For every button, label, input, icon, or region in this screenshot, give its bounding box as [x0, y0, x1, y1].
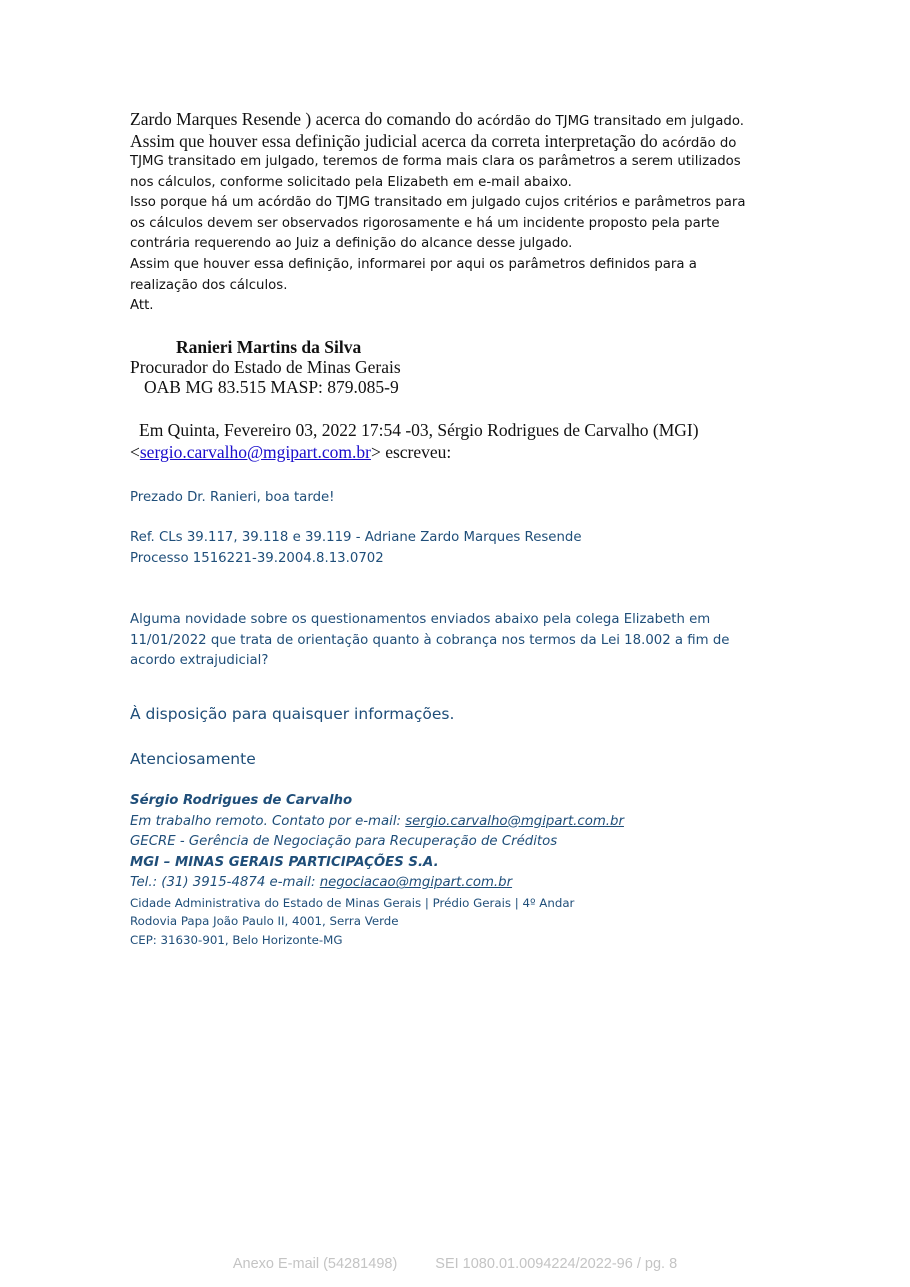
signature-name: Ranieri Martins da Silva — [176, 336, 362, 357]
question-line: acordo extrajudicial? — [130, 653, 269, 669]
paragraph-line: contrária requerendo ao Juiz a definição do alcance desse julgado. — [130, 236, 573, 252]
document-page — [130, 108, 790, 949]
reference-line: Ref. CLs 39.117, 39.118 e 39.119 - Adriane Zardo Marques Resende — [130, 530, 582, 546]
quote-header-date: Em Quinta, Fevereiro 03, 2022 17:54 -03, Sérgio Rodrigues de Carvalho (MGI) — [139, 419, 699, 440]
process-number: Processo 1516221-39.2004.8.13.0702 — [130, 551, 384, 567]
paragraph-line: Assim que houver essa definição, informarei por aqui os parâmetros definidos para a — [130, 256, 697, 272]
quoted-reference — [130, 528, 790, 569]
sender-department: GECRE - Gerência de Negociação para Recuperação de Créditos — [130, 834, 558, 850]
sender-email-signature-link[interactable]: sergio.carvalho@mgipart.com.br — [405, 813, 624, 829]
signature-role: Procurador do Estado de Minas Gerais — [130, 356, 401, 377]
paragraph-line: realização dos cálculos. — [130, 277, 288, 293]
author-signature — [130, 337, 790, 397]
quoted-closing: Atenciosamente — [130, 749, 256, 768]
reply-paragraph — [130, 152, 790, 317]
sender-company-text: MGI – MINAS GERAIS PARTICIPAÇÕES S.A. — [130, 854, 439, 870]
body-line-2-serif: Assim que houver essa definição judicial acerca da correta interpretação do — [130, 131, 663, 151]
footer-attachment-label: Anexo E-mail (54281498) — [232, 1256, 398, 1272]
address-line: Rodovia Papa João Paulo II, 4001, Serra Verde — [130, 914, 399, 929]
paragraph-line: Att. — [130, 298, 154, 314]
negociacao-email-link[interactable]: negociacao@mgipart.com.br — [319, 875, 513, 891]
sender-name — [130, 791, 790, 812]
body-line-2 — [130, 130, 790, 152]
body-line-2-sans: acórdão do — [662, 136, 737, 151]
sender-signature — [130, 791, 790, 894]
sender-address — [130, 894, 790, 950]
quote-header — [130, 419, 790, 463]
signature-oab: OAB MG 83.515 MASP: 879.085-9 — [144, 376, 399, 397]
quote-header-from — [130, 441, 790, 463]
paragraph-line: TJMG transitado em julgado, teremos de forma mais clara os parâmetros a serem utilizados — [130, 154, 741, 169]
question-line: 11/01/2022 que trata de orientação quanto à cobrança nos termos da Lei 18.002 a fim de — [130, 632, 730, 648]
quoted-question — [130, 610, 790, 672]
remote-prefix: Em trabalho remoto. Contato por e-mail: — [130, 813, 406, 829]
quoted-availability: À disposição para quaisquer informações. — [130, 704, 455, 723]
tel-prefix: Tel.: (31) 3915-4874 e-mail: — [130, 875, 320, 891]
sender-tel-line — [130, 873, 790, 894]
paragraph-line: os cálculos devem ser observados rigorosamente e há um incidente proposto pela parte — [130, 215, 720, 231]
paragraph-line: Isso porque há um acórdão do TJMG transitado em julgado cujos critérios e parâmetros para — [130, 195, 746, 211]
question-line: Alguma novidade sobre os questionamentos enviados abaixo pela colega Elizabeth em — [130, 611, 711, 627]
quote-open-bracket: < — [130, 441, 140, 462]
address-line: CEP: 31630-901, Belo Horizonte-MG — [130, 932, 343, 947]
footer-sei-page: SEI 1080.01.0094224/2022-96 / pg. 8 — [435, 1256, 678, 1272]
sender-company — [130, 853, 790, 874]
body-line-1 — [130, 108, 790, 130]
page-footer — [0, 1256, 910, 1272]
sender-remote-line — [130, 812, 790, 833]
address-line: Cidade Administrativa do Estado de Minas Gerais | Prédio Gerais | 4º Andar — [130, 895, 575, 910]
body-line-1-sans: acórdão do TJMG transitado em julgado. — [476, 114, 744, 129]
quote-escreveu: > escreveu: — [370, 441, 452, 462]
quoted-greeting: Prezado Dr. Ranieri, boa tarde! — [130, 489, 335, 505]
paragraph-line: nos cálculos, conforme solicitado pela Elizabeth em e-mail abaixo. — [130, 174, 572, 190]
sender-email-link[interactable]: sergio.carvalho@mgipart.com.br — [139, 441, 371, 462]
body-line-1-serif: Zardo Marques Resende ) acerca do comando do — [130, 109, 477, 129]
sender-name-text: Sérgio Rodrigues de Carvalho — [130, 792, 353, 808]
